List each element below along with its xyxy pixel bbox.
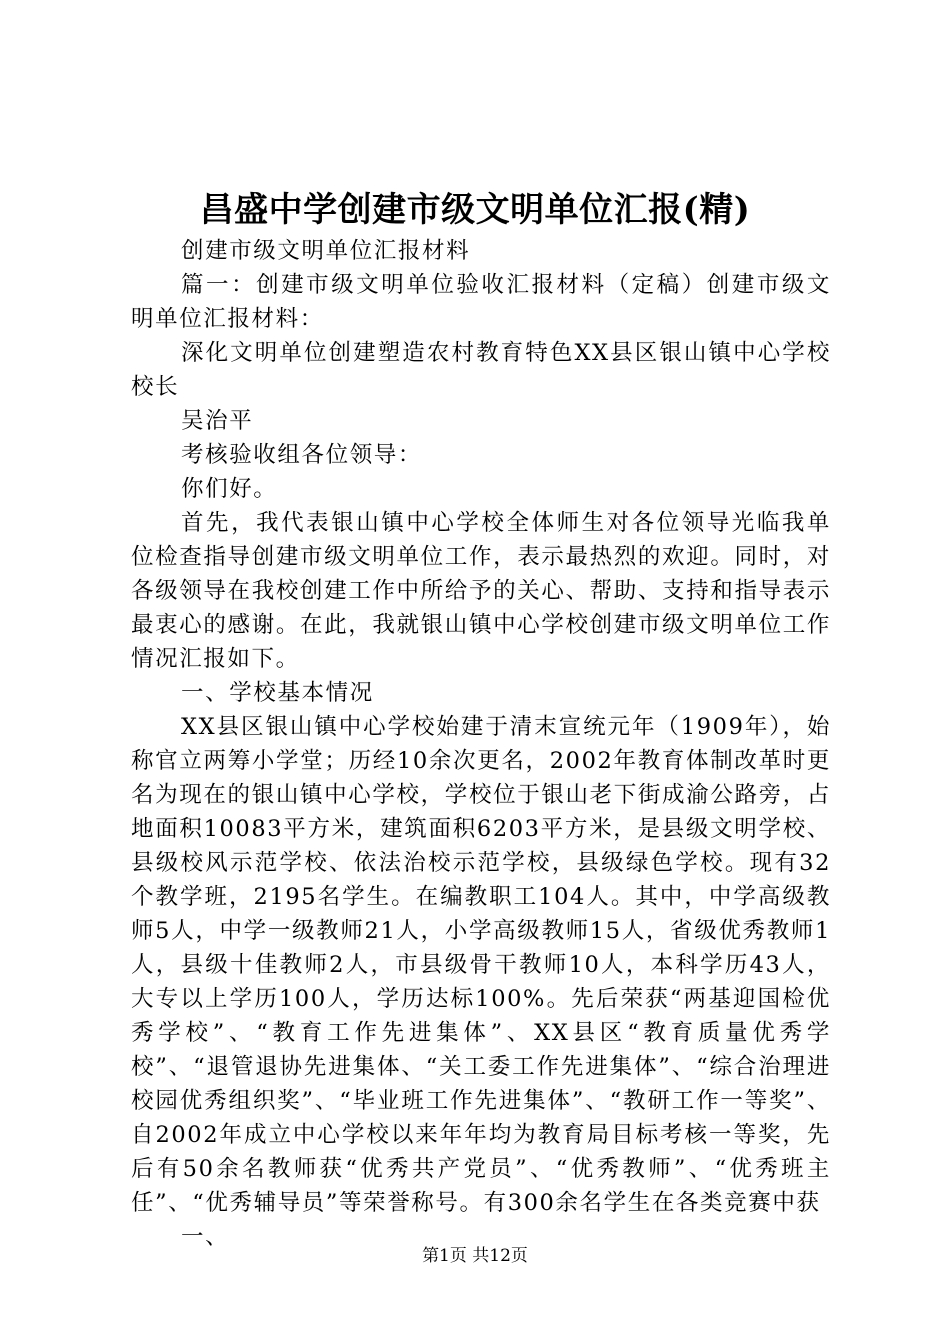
paragraph: 你们好。 bbox=[181, 476, 278, 502]
paragraph: 深化文明单位创建塑造农村教育特色XX县区银山镇中心学校校长 bbox=[131, 340, 831, 400]
paragraph: XX县区银山镇中心学校始建于清末宣统元年（1909年），始称官立两筹小学堂；历经10余次更名，2002年教育体制改革时更名为现在的银山镇中心学校，学校位于银山老下街成渝公路旁，占地面积10083平方米，建筑面积6203平方米，是县级文明学校、县级校风示范学校、依法治校示范学校，县级绿色学校。现有32个教学班，2195名学生。在编教职工104人。其中，中学高级教师5人，中学一级教师21人，小学高级教师15人，省级优秀教师1人，县级十佳教师2人，市县级骨干教师10人，本科学历43人，大专以上学历100人，学历达标100%。先后荣获“两基迎国检优秀学校”、“教育工作先进集体”、XX县区“教育质量优秀学校”、“退管退协先进集体、“关工委工作先进集体”、“综合治理进校园优秀组织奖”、“毕业班工作先进集体”、“教研工作一等奖”、自2002年成立中心学校以来年年均为教育局目标考核一等奖，先后有50余名教师获“优秀共产党员”、“优秀教师”、“优秀班主任”、“优秀辅导员”等荣誉称号。有300余名学生在各类竞赛中获 bbox=[131, 714, 831, 1216]
page-number: 第1页 共12页 bbox=[422, 1246, 528, 1266]
paragraph: 一、 bbox=[181, 1224, 230, 1250]
document-body bbox=[131, 234, 831, 1254]
paragraph: 考核验收组各位领导： bbox=[181, 442, 423, 468]
paragraph: 创建市级文明单位汇报材料 bbox=[181, 238, 471, 264]
document-title: 昌盛中学创建市级文明单位汇报(精) bbox=[199, 190, 751, 230]
paragraph: 吴治平 bbox=[181, 408, 254, 434]
section-heading: 一、学校基本情况 bbox=[181, 680, 374, 706]
paragraph: 篇一：创建市级文明单位验收汇报材料（定稿）创建市级文明单位汇报材料： bbox=[131, 272, 831, 332]
paragraph: 首先，我代表银山镇中心学校全体师生对各位领导光临我单位检查指导创建市级文明单位工作，表示最热烈的欢迎。同时，对各级领导在我校创建工作中所给予的关心、帮助、支持和指导表示最衷心的感谢。在此，我就银山镇中心学校创建市级文明单位工作情况汇报如下。 bbox=[131, 510, 831, 672]
